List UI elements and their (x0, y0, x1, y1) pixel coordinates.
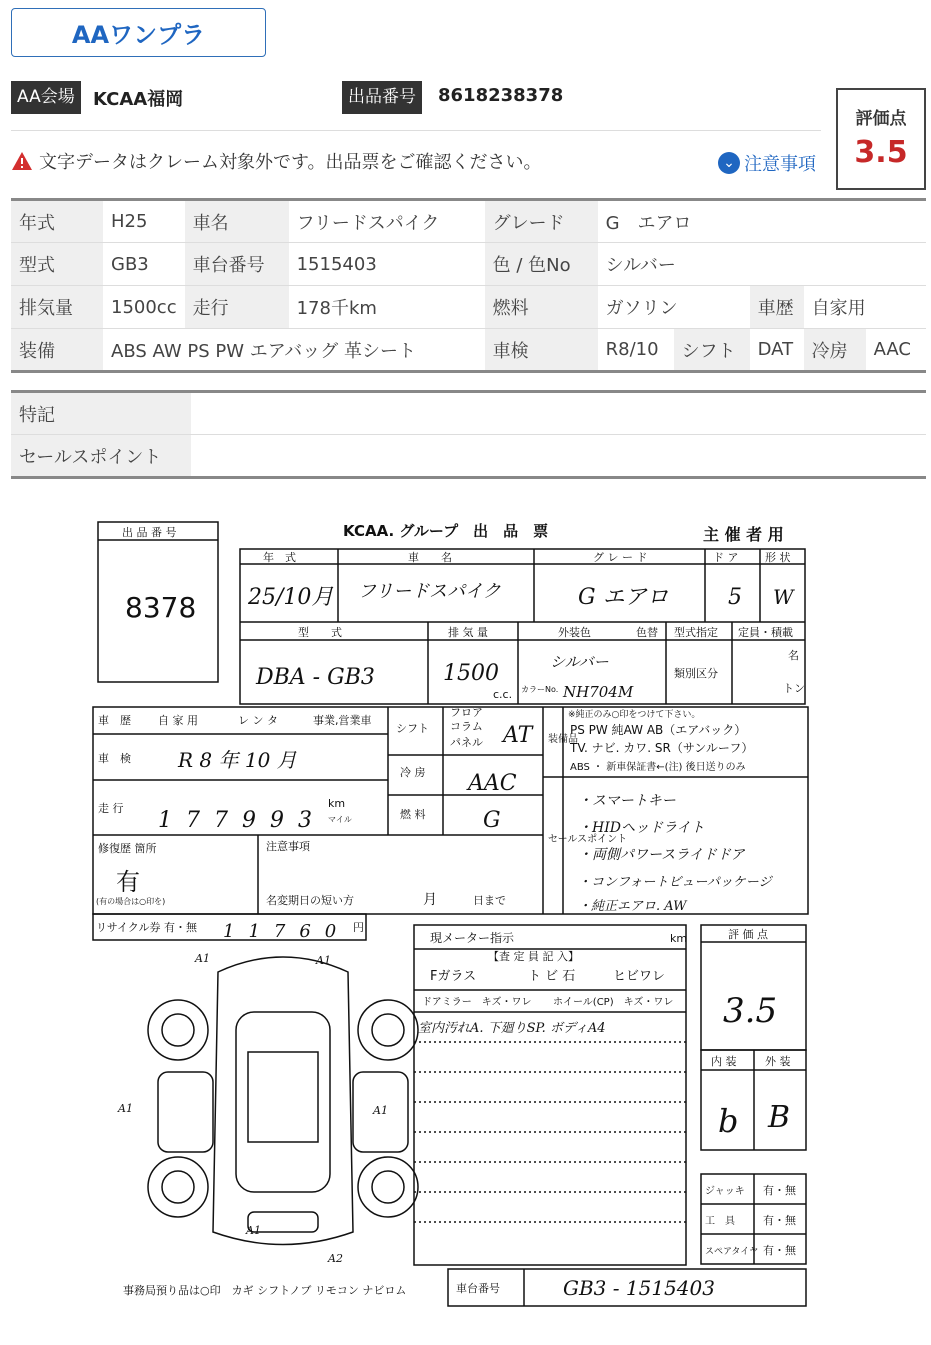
svg-text:評 価 点: 評 価 点 (728, 928, 768, 941)
svg-text:車 名: 車 名 (408, 551, 452, 564)
svg-text:排 気 量: 排 気 量 (448, 626, 488, 639)
svg-text:形 状: 形 状 (765, 551, 791, 564)
svg-text:ジャッキ: ジャッキ (705, 1186, 745, 1197)
svg-text:KCAA. グループ 出 品 票: KCAA. グループ 出 品 票 (343, 522, 549, 540)
svg-text:シフト: シフト (396, 722, 429, 735)
sheet-labels (96, 522, 805, 1297)
chevron-down-icon: ⌄ (718, 152, 740, 174)
svg-text:c.c.: c.c. (493, 688, 513, 701)
year-header: 年式 (11, 200, 103, 243)
svg-text:NH704M: NH704M (563, 683, 634, 701)
svg-text:室内汚れA. 下廻りSP. ボディA4: 室内汚れA. 下廻りSP. ボディA4 (418, 1021, 606, 1036)
venue-value: KCAA福岡 (93, 89, 184, 110)
displacement-value: 1500cc (103, 286, 185, 329)
svg-text:車 歴: 車 歴 (98, 714, 131, 727)
svg-text:シルバー: シルバー (550, 653, 609, 671)
svg-text:TV. ナビ. カワ. SR（サンルーフ）: TV. ナビ. カワ. SR（サンルーフ） (570, 741, 754, 755)
displacement-header: 排気量 (11, 286, 103, 329)
sales-point-value (191, 435, 926, 478)
svg-text:177993: 177993 (158, 808, 326, 833)
svg-text:リサイクル券 有・無: リサイクル券 有・無 (96, 921, 197, 934)
special-header: 特記 (11, 392, 191, 435)
svg-text:フロア: フロア (450, 706, 483, 719)
sales-point-header: セールスポイント (11, 435, 191, 478)
svg-text:※純正のみ○印をつけて下さい。: ※純正のみ○印をつけて下さい。 (568, 710, 701, 720)
svg-text:GB3 - 1515403: GB3 - 1515403 (563, 1276, 715, 1300)
svg-text:A1: A1 (316, 954, 331, 967)
history-value: 自家用 (804, 286, 926, 329)
svg-text:内 装: 内 装 (711, 1055, 737, 1068)
equipment-value: ABS AW PS PW エアバッグ 革シート (103, 329, 485, 372)
svg-text:修復歴 箇所: 修復歴 箇所 (98, 842, 157, 855)
equipment-header: 装備 (11, 329, 103, 372)
shift-header: シフト (674, 329, 750, 372)
svg-text:B: B (768, 1100, 791, 1135)
warning-icon (11, 151, 33, 171)
svg-text:R 8 年 10 月: R 8 年 10 月 (178, 748, 297, 772)
inspection-header: 車検 (485, 329, 598, 372)
svg-text:事業,営業車: 事業,営業車 (313, 714, 372, 727)
brand-button[interactable]: AAワンプラ (11, 8, 266, 57)
svg-text:類別区分: 類別区分 (674, 667, 718, 680)
table-row (11, 243, 926, 286)
warning-text: 文字データはクレーム対象外です。出品票をご確認ください。 (39, 152, 542, 173)
svg-text:3.5: 3.5 (723, 991, 778, 1031)
fuel-value: ガソリン (598, 286, 750, 329)
rating-value: 3.5 (854, 135, 908, 170)
year-value: H25 (103, 200, 185, 243)
svg-text:11760: 11760 (223, 921, 351, 942)
lot-value: 8618238378 (438, 85, 564, 106)
grade-header: グレード (485, 200, 598, 243)
mileage-value: 178千km (289, 286, 485, 329)
svg-text:型 式: 型 式 (298, 626, 342, 639)
svg-text:ト ビ 石: ト ビ 石 (528, 969, 576, 984)
svg-text:注意事項: 注意事項 (266, 840, 310, 853)
svg-text:工 具: 工 具 (705, 1216, 735, 1227)
venue-label: AA会場 (11, 81, 81, 114)
svg-text:W: W (773, 585, 794, 609)
svg-text:・コンフォートビューパッケージ: ・コンフォートビューパッケージ (578, 875, 772, 890)
svg-text:コラム: コラム (450, 720, 483, 733)
svg-text:AT: AT (503, 723, 533, 748)
color-header: 色 / 色No (485, 243, 598, 286)
svg-text:月: 月 (423, 892, 437, 908)
svg-text:Fガラス: Fガラス (430, 969, 477, 984)
svg-text:・スマートキー: ・スマートキー (578, 793, 676, 809)
svg-text:名変期日の短い方: 名変期日の短い方 (266, 894, 354, 907)
notes-table (11, 390, 926, 479)
svg-text:有・無: 有・無 (763, 1184, 796, 1197)
svg-text:有: 有 (116, 868, 140, 896)
svg-text:事務局預り品は○印 カギ シフトノブ リモコン ナビロム: 事務局預り品は○印 カギ シフトノブ リモコン ナビロム (123, 1284, 407, 1297)
svg-text:A1: A1 (246, 1224, 261, 1237)
ac-header: 冷房 (804, 329, 866, 372)
svg-text:【査 定 員 記 入】: 【査 定 員 記 入】 (488, 950, 579, 963)
svg-text:DBA - GB3: DBA - GB3 (256, 665, 375, 690)
table-row (11, 200, 926, 243)
svg-text:(有の場合は○印を): (有の場合は○印を) (96, 897, 166, 906)
svg-text:PS PW 純AW AB（エアバック）: PS PW 純AW AB（エアバック） (570, 723, 747, 737)
chassis-value: 1515403 (289, 243, 485, 286)
svg-text:主 催 者 用: 主 催 者 用 (703, 525, 784, 544)
svg-text:装備品: 装備品 (548, 734, 578, 745)
model-value: GB3 (103, 243, 185, 286)
svg-text:型式指定: 型式指定 (674, 626, 718, 639)
lot-label: 出品番号 (342, 81, 422, 114)
notice-label: 注意事項 (744, 154, 816, 175)
svg-text:ABS ・ 新車保証書←(注) 後日送りのみ: ABS ・ 新車保証書←(注) 後日送りのみ (570, 762, 746, 773)
svg-text:25/10月: 25/10月 (248, 585, 334, 610)
spec-table (11, 198, 926, 373)
svg-text:車台番号: 車台番号 (456, 1282, 500, 1295)
inspection-value: R8/10 (598, 329, 674, 372)
svg-text:ヒビワレ: ヒビワレ (613, 969, 666, 984)
svg-text:色替: 色替 (636, 626, 658, 639)
svg-text:・純正エアロ. AW: ・純正エアロ. AW (578, 899, 687, 914)
svg-text:フリードスパイク: フリードスパイク (358, 581, 501, 602)
svg-text:冷 房: 冷 房 (400, 766, 426, 779)
auction-info-row (11, 81, 821, 131)
svg-text:レ ン タ: レ ン タ (238, 714, 278, 727)
notice-link[interactable] (718, 150, 816, 176)
svg-text:グ レ ー ド: グ レ ー ド (593, 551, 648, 564)
svg-text:外 装: 外 装 (765, 1055, 791, 1068)
auction-sheet-image[interactable] (88, 512, 813, 1312)
svg-text:8378: 8378 (125, 591, 197, 624)
svg-text:A1: A1 (373, 1104, 388, 1117)
svg-text:年 式: 年 式 (263, 551, 296, 564)
svg-text:外装色: 外装色 (558, 626, 591, 639)
svg-text:日まで: 日まで (473, 894, 506, 907)
svg-text:ドアミラー キズ・ワレ: ドアミラー キズ・ワレ (422, 997, 532, 1008)
svg-text:名: 名 (788, 649, 799, 662)
svg-text:有・無: 有・無 (763, 1214, 796, 1227)
svg-text:セールスポイント: セールスポイント (548, 834, 628, 845)
svg-text:定員・積載: 定員・積載 (738, 626, 793, 639)
model-header: 型式 (11, 243, 103, 286)
mileage-header: 走行 (185, 286, 289, 329)
svg-text:自 家 用: 自 家 用 (158, 714, 198, 727)
chassis-header: 車台番号 (185, 243, 289, 286)
name-header: 車名 (185, 200, 289, 243)
svg-text:スペアタイヤ: スペアタイヤ (705, 1247, 759, 1257)
color-value: シルバー (598, 243, 926, 286)
svg-text:G: G (483, 808, 501, 833)
svg-text:G エアロ: G エアロ (578, 585, 669, 610)
shift-value: DAT (750, 329, 804, 372)
svg-text:有・無: 有・無 (763, 1244, 796, 1257)
svg-text:A1: A1 (195, 952, 210, 965)
svg-text:・HIDヘッドライト: ・HIDヘッドライト (578, 820, 705, 836)
svg-text:パネル: パネル (450, 736, 483, 749)
name-value: フリードスパイク (289, 200, 485, 243)
svg-text:AAC: AAC (468, 771, 517, 796)
table-row (11, 286, 926, 329)
svg-text:燃 料: 燃 料 (400, 808, 426, 821)
svg-text:km: km (328, 797, 346, 810)
history-header: 車歴 (750, 286, 804, 329)
svg-text:km: km (670, 932, 688, 945)
table-row (11, 435, 926, 478)
svg-text:現メーター指示: 現メーター指示 (430, 931, 515, 945)
svg-text:マイル: マイル (328, 815, 352, 824)
fuel-header: 燃料 (485, 286, 598, 329)
table-row (11, 392, 926, 435)
ac-value: AAC (866, 329, 926, 372)
rating-label: 評価点 (855, 109, 907, 129)
svg-text:5: 5 (728, 585, 742, 610)
table-row (11, 329, 926, 372)
svg-text:カラーNo.: カラーNo. (521, 685, 559, 694)
svg-text:車 検: 車 検 (98, 752, 131, 765)
svg-text:円: 円 (353, 921, 364, 934)
warning-message (11, 148, 542, 174)
svg-text:A2: A2 (328, 1252, 343, 1265)
svg-text:A1: A1 (118, 1102, 133, 1115)
special-value (191, 392, 926, 435)
svg-text:トン: トン (783, 682, 805, 695)
svg-text:走 行: 走 行 (98, 802, 124, 815)
rating-box (836, 88, 926, 190)
svg-text:b: b (718, 1102, 739, 1140)
svg-text:ホイール(CP) キズ・ワレ: ホイール(CP) キズ・ワレ (553, 997, 674, 1008)
svg-text:出 品 番 号: 出 品 番 号 (122, 526, 177, 539)
svg-text:・両側パワースライドドア: ・両側パワースライドドア (578, 847, 745, 863)
svg-text:1500: 1500 (443, 661, 499, 686)
svg-text:ド ア: ド ア (713, 551, 739, 564)
grade-value: G エアロ (598, 200, 926, 243)
